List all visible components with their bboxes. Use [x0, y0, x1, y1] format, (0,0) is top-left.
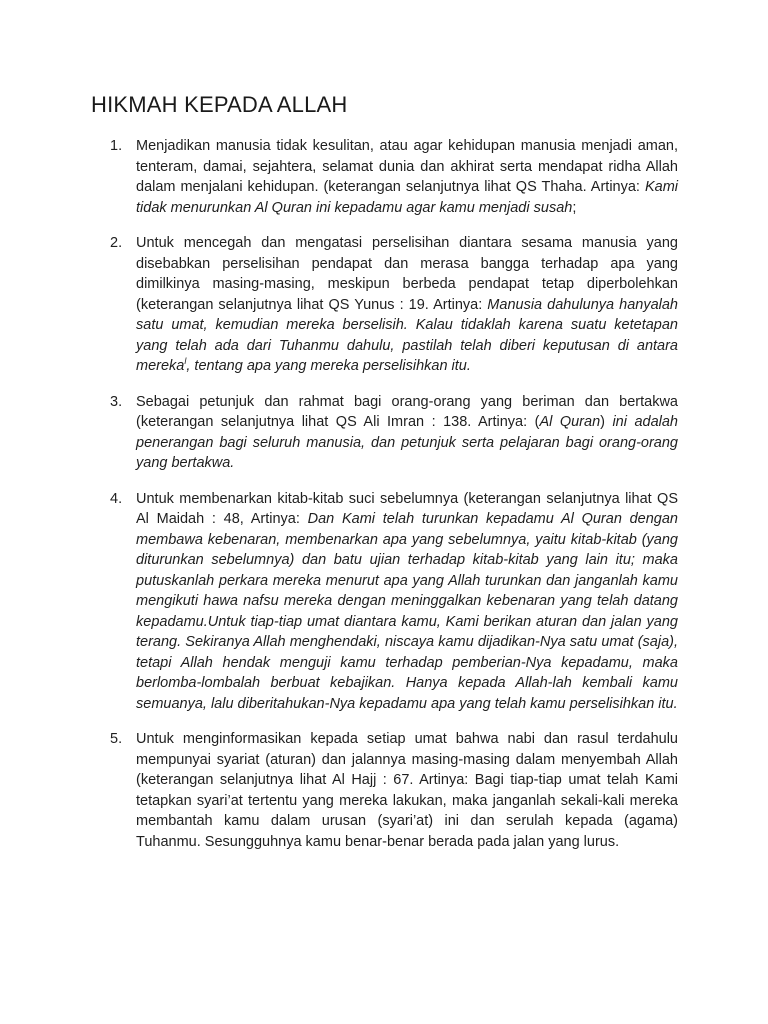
list-item-3: [110, 392, 678, 474]
item-text: Untuk menginformasikan kepada setiap umat bahwa nabi dan rasul terdahulu mempunyai syariat (aturan) dan jalannya masing-masing dalam menyembah Allah (keterangan selanjutnya lihat Al Hajj : 67. Artinya: Bagi tiap-tiap umat telah Kami tetapkan syari’at tertentu yang mereka lakukan, maka janganlah sekali-kali mereka membantah kamu dalam urusan (syari’at) ini dan serulah kepada (agama) Tuhanmu. Sesungguhnya kamu benar-benar berada pada jalan yang lurus.: [136, 731, 678, 850]
item-text: Untuk mencegah dan mengatasi perselisihan diantara sesama manusia yang disebabkan perselisihan pendapat dan merasa bangga terhadap apa yang dimilkinya masing-masing, meskipun berbeda pendapat tetap diperbolehkan (keterangan selanjutnya lihat QS Yunus : 19. Artinya:: [136, 235, 678, 313]
list-number: 3.: [110, 393, 123, 410]
list-item-1: [110, 136, 678, 218]
hikmah-list: [110, 136, 678, 867]
item-mid-text: ): [600, 414, 613, 430]
item-text: Menjadikan manusia tidak kesulitan, atau agar kehidupan manusia menjadi aman, tenteram, damai, sejahtera, selamat dunia dan akhirat serta mendapat ridha Allah dalam menjalani kehidupan. (keterangan selanjutnya lihat QS Thaha. Artinya:: [136, 138, 678, 195]
list-number: 5.: [110, 731, 123, 747]
item-italic-text: Al Quran: [539, 414, 601, 430]
item-tail-text: ;: [572, 199, 577, 216]
list-number: 2.: [110, 235, 123, 251]
list-number: 1.: [110, 138, 123, 154]
page-title: HIKMAH KEPADA ALLAH: [91, 92, 348, 117]
list-item-4: [110, 489, 678, 715]
list-item-2: [110, 233, 678, 377]
item-italic-after-text: , tentang apa yang mereka perselisihkan itu.: [186, 358, 471, 374]
item-italic-text: Manusia dahulunya hanyalah satu umat, kemudian mereka berselisih. Kalau tidaklah karena suatu ketetapan yang telah ada dari Tuhanmu dahulu, pastilah telah diberi keputusan di antara mereka: [136, 296, 678, 374]
item-text: Untuk membenarkan kitab-kitab suci sebelumnya (keterangan selanjutnya lihat QS Al Maidah : 48, Artinya:: [136, 490, 678, 527]
item-italic-after-text: ini adalah penerangan bagi seluruh manusia, dan petunjuk serta pelajaran bagi orang-orang yang bertakwa.: [136, 414, 678, 471]
item-italic-text: Dan Kami telah turunkan kepadamu Al Quran dengan membawa kebenaran, membenarkan apa yang sebelumnya, yaitu kitab-kitab (yang diturunkan sebelumnya) dan batu ujian terhadap kitab-kitab yang lain itu; maka putuskanlah perkara mereka menurut apa yang Allah turunkan dan janganlah kamu mengikuti hawa nafsu mereka dengan meninggalkan kebenaran yang telah datang kepadamu.Untuk tiap-tiap umat diantara kamu, Kami berikan aturan dan jalan yang terang. Sekiranya Allah menghendaki, niscaya kamu dijadikan-Nya satu umat (saja), tetapi Allah hendak menguji kamu terhadap pemberian-Nya kepadamu, maka berlomba-lombalah berbuat kebajikan. Hanya kepada Allah-lah kembali kamu semuanya, lalu diberitahukan-Nya kepadamu apa yang telah kamu perselisihkan itu.: [136, 511, 678, 712]
item-italic-text: Kami tidak menurunkan Al Quran ini kepadamu agar kamu menjadi susah: [136, 179, 678, 216]
list-item-5: [110, 729, 678, 852]
item-text: Sebagai petunjuk dan rahmat bagi orang-orang yang beriman dan bertakwa (keterangan selanjutnya lihat QS Ali Imran : 138. Artinya: (: [136, 393, 678, 430]
list-number: 4.: [110, 490, 123, 507]
footnote-marker: l: [184, 356, 187, 367]
